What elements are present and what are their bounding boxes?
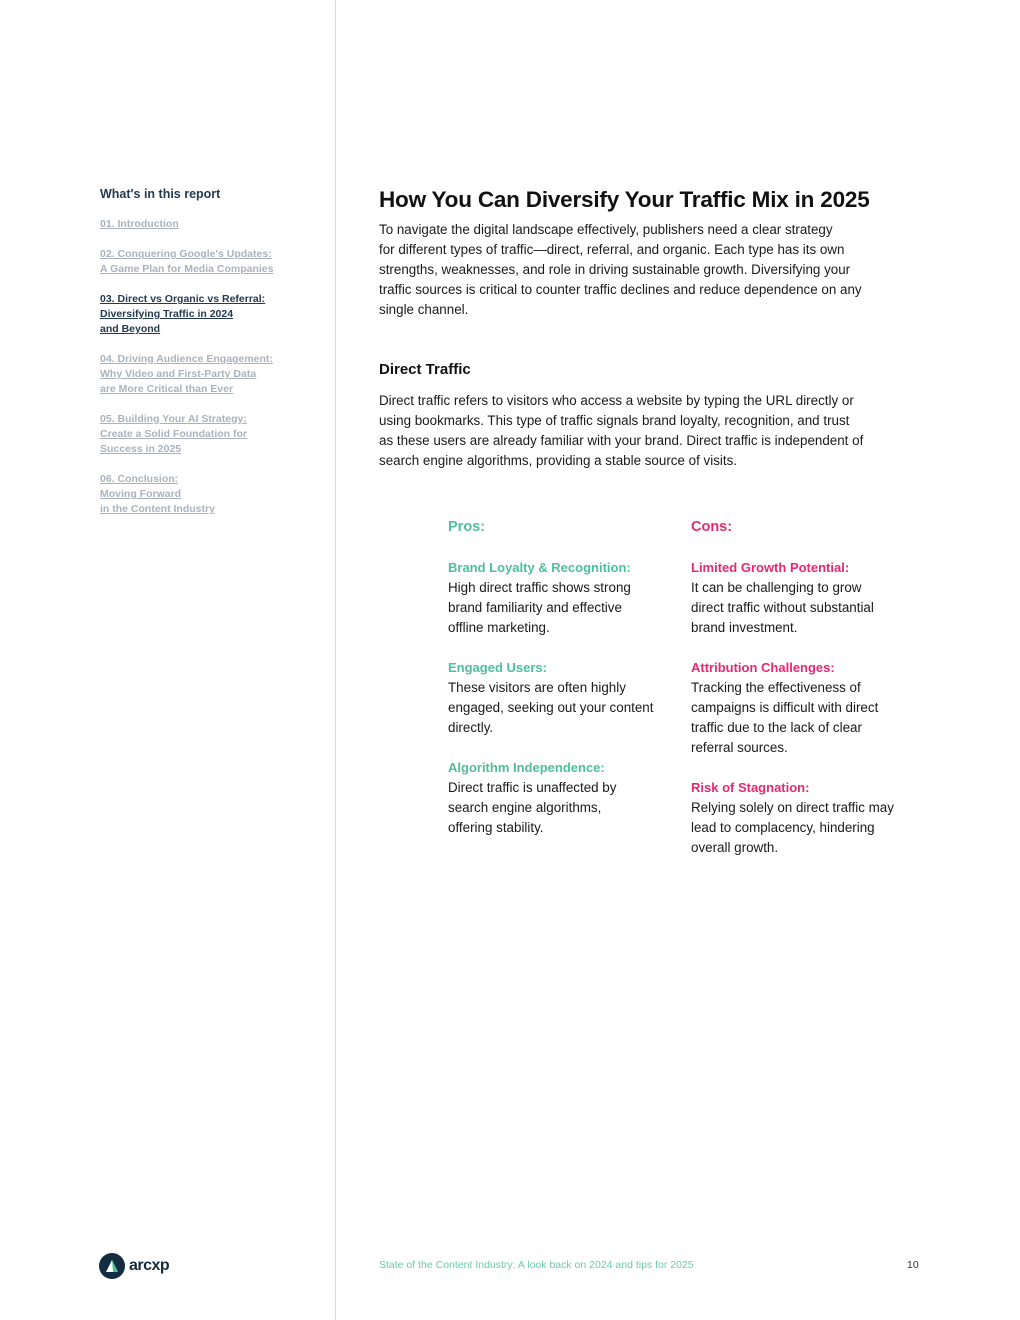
arcxp-logo <box>99 1253 169 1279</box>
text-line: Why Video and First-Party Data <box>100 368 257 380</box>
toc-link[interactable] <box>100 352 330 397</box>
main-content <box>379 185 924 471</box>
cons-item <box>691 778 931 858</box>
toc-list <box>100 217 330 517</box>
pros-item <box>448 658 688 738</box>
text-line: and Beyond <box>100 323 161 335</box>
text-line: campaigns is difficult with direct <box>691 700 879 715</box>
text-line: 06. Conclusion: <box>100 473 179 485</box>
item-body <box>448 778 688 838</box>
text-line: Success in 2025 <box>100 443 182 455</box>
text-line: A Game Plan for Media Companies <box>100 263 274 275</box>
cons-item <box>691 558 931 638</box>
item-title: Attribution Challenges: <box>691 660 835 675</box>
text-line: in the Content Industry <box>100 503 215 515</box>
text-line: Diversifying Traffic in 2024 <box>100 308 234 320</box>
text-line: 04. Driving Audience Engagement: <box>100 353 273 365</box>
text-line: single channel. <box>379 302 469 317</box>
sidebar-divider <box>335 0 336 1320</box>
item-title: Brand Loyalty & Recognition: <box>448 560 631 575</box>
text-line: for different types of traffic—direct, referral, and organic. Each type has its own <box>379 242 845 257</box>
intro-paragraph <box>379 220 924 320</box>
text-line: 03. Direct vs Organic vs Referral: <box>100 293 266 305</box>
cons-heading: Cons: <box>691 519 733 535</box>
item-body <box>448 578 688 638</box>
text-line: search engine algorithms, providing a stable source of visits. <box>379 453 738 468</box>
arcxp-logo-icon <box>99 1253 125 1279</box>
text-line: referral sources. <box>691 740 788 755</box>
text-line: strengths, weaknesses, and role in driving sustainable growth. Diversifying your <box>379 262 851 277</box>
text-line: direct traffic without substantial <box>691 600 874 615</box>
text-line: brand investment. <box>691 620 798 635</box>
table-of-contents <box>100 187 330 532</box>
section-paragraph <box>379 391 924 471</box>
text-line: Direct traffic refers to visitors who access a website by typing the URL directly or <box>379 393 854 408</box>
item-title: Algorithm Independence: <box>448 760 605 775</box>
text-line: 05. Building Your AI Strategy: <box>100 413 247 425</box>
pros-item <box>448 558 688 638</box>
item-title: Engaged Users: <box>448 660 547 675</box>
pros-heading: Pros: <box>448 519 486 535</box>
text-line: search engine algorithms, <box>448 800 602 815</box>
item-title: Limited Growth Potential: <box>691 560 850 575</box>
toc-link[interactable] <box>100 217 330 232</box>
item-body <box>448 678 688 738</box>
text-line: offering stability. <box>448 820 544 835</box>
text-line: using bookmarks. This type of traffic signals brand loyalty, recognition, and trust <box>379 413 850 428</box>
logo-text: arcxp <box>129 1257 170 1274</box>
cons-item <box>691 658 931 758</box>
text-line: traffic due to the lack of clear <box>691 720 862 735</box>
text-line: overall growth. <box>691 840 779 855</box>
text-line: Moving Forward <box>100 488 182 500</box>
page-title: How You Can Diversify Your Traffic Mix in 2025 <box>379 187 870 212</box>
item-body <box>691 678 931 758</box>
text-line: as these users are already familiar with your brand. Direct traffic is independent of <box>379 433 864 448</box>
toc-link[interactable] <box>100 247 330 277</box>
text-line: brand familiarity and effective <box>448 600 622 615</box>
toc-link[interactable] <box>100 292 330 337</box>
pros-column <box>448 517 688 858</box>
text-line: engaged, seeking out your content <box>448 700 654 715</box>
text-line: It can be challenging to grow <box>691 580 862 595</box>
text-line: Relying solely on direct traffic may <box>691 800 894 815</box>
text-line: Direct traffic is unaffected by <box>448 780 617 795</box>
section-title: Direct Traffic <box>379 361 471 378</box>
text-line: directly. <box>448 720 494 735</box>
item-body <box>691 798 931 858</box>
text-line: Create a Solid Foundation for <box>100 428 248 440</box>
pros-item <box>448 758 688 838</box>
toc-heading: What's in this report <box>100 187 221 201</box>
text-line: are More Critical than Ever <box>100 383 234 395</box>
text-line: lead to complacency, hindering <box>691 820 875 835</box>
item-body <box>691 578 931 638</box>
item-title: Risk of Stagnation: <box>691 780 810 795</box>
text-line: To navigate the digital landscape effectively, publishers need a clear strategy <box>379 222 833 237</box>
text-line: Tracking the effectiveness of <box>691 680 861 695</box>
text-line: traffic sources is critical to counter traffic declines and reduce dependence on any <box>379 282 862 297</box>
footer-title: State of the Content Industry: A look back on 2024 and tips for 2025 <box>379 1259 694 1271</box>
text-line: High direct traffic shows strong <box>448 580 631 595</box>
text-line: 01. Introduction <box>100 218 179 230</box>
page-number: 10 <box>907 1259 919 1271</box>
text-line: offline marketing. <box>448 620 550 635</box>
toc-link[interactable] <box>100 472 330 517</box>
text-line: 02. Conquering Google's Updates: <box>100 248 272 260</box>
toc-link[interactable] <box>100 412 330 457</box>
text-line: These visitors are often highly <box>448 680 626 695</box>
cons-column <box>691 517 931 878</box>
